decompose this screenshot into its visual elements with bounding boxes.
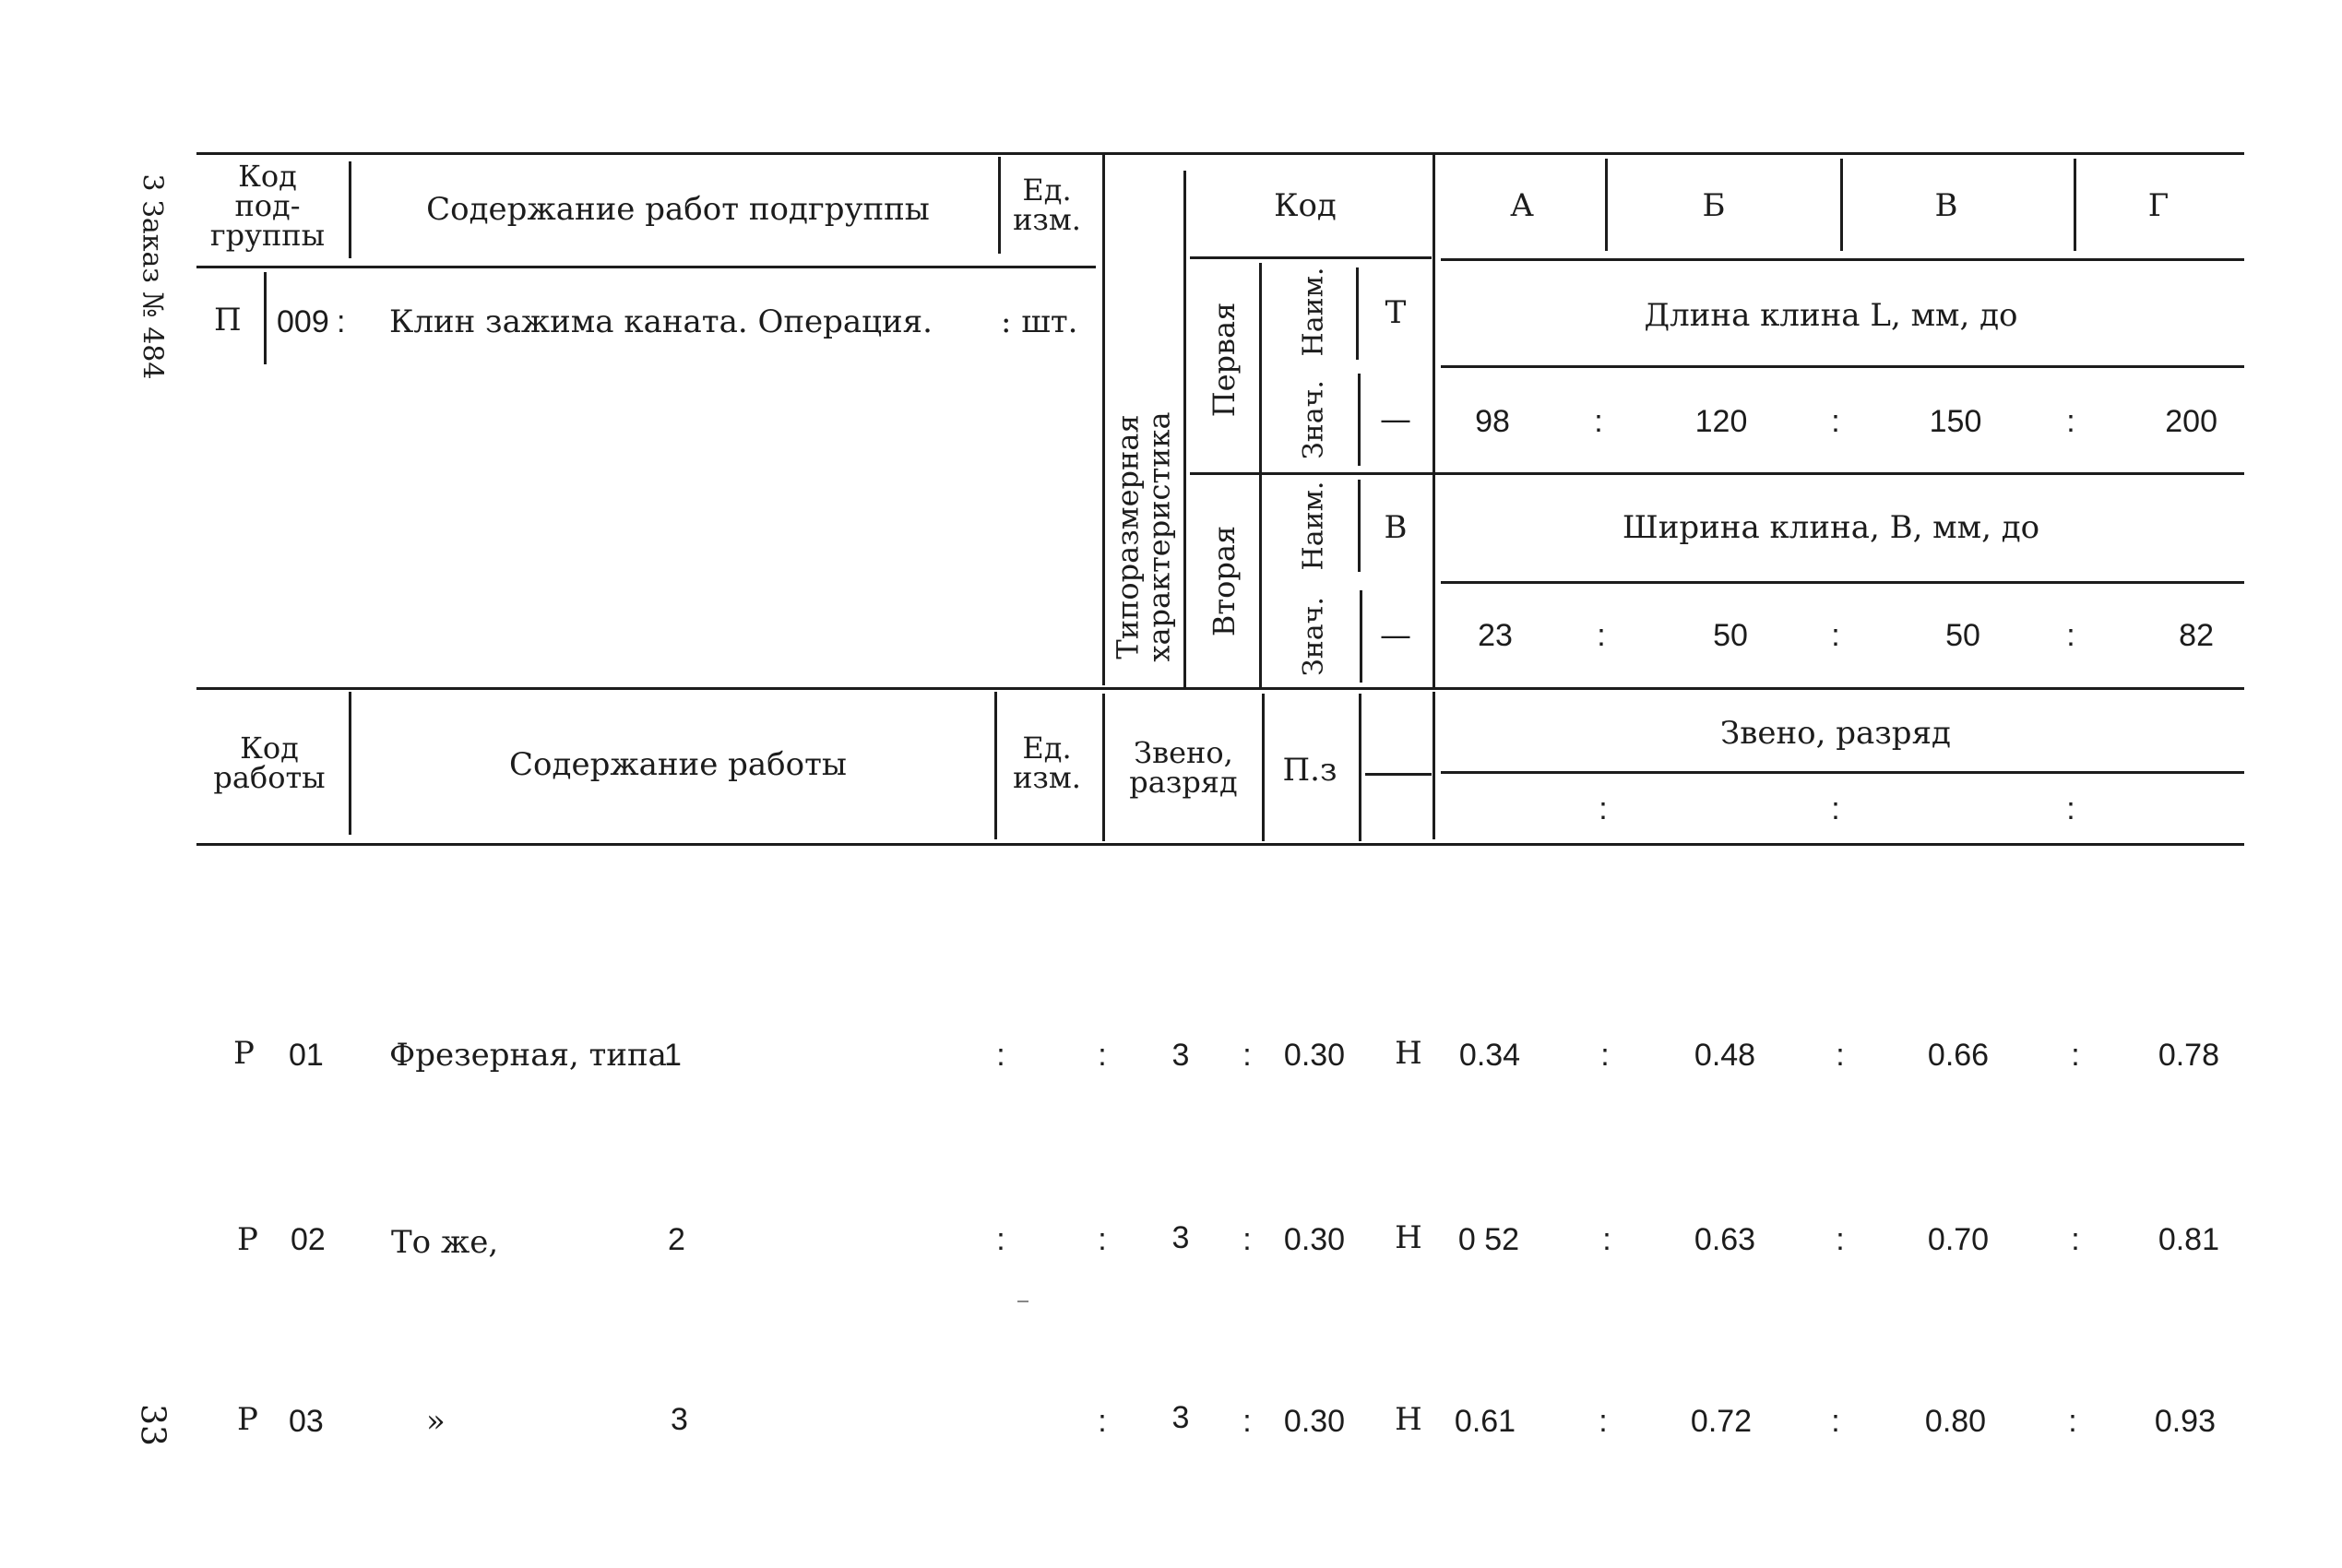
row-norm: Н (1395, 1035, 1422, 1072)
col-v-label: В (1934, 187, 1958, 224)
col-a-label: А (1510, 187, 1534, 224)
subgroup-content-label: Содержание работ подгруппы (426, 191, 930, 228)
v-subgroup-letter (264, 272, 267, 364)
rule-3 (1441, 581, 2244, 584)
work-crew-right-label: Звено, разряд (1720, 715, 1951, 752)
kod-label: Код (1274, 187, 1337, 224)
sep: : (2066, 404, 2075, 439)
first-value-v: 150 (1929, 404, 1982, 439)
stray-mark (1017, 1301, 1028, 1302)
second-naim-label: Наим. (1297, 481, 1330, 571)
work-header-dash-rule (1365, 773, 1432, 776)
row-value-v: 0.80 (1924, 1404, 1987, 1439)
v-content (998, 157, 1001, 254)
work-code-label: Код работы (213, 731, 326, 795)
row-pz: 0.30 (1283, 1222, 1346, 1257)
v-first (1259, 263, 1262, 687)
row-letter: Р (233, 1035, 255, 1072)
second-value-g: 82 (2179, 618, 2214, 653)
sep: : (1594, 404, 1603, 439)
abvg-rule (1441, 258, 2244, 261)
work-unit-label: Ед. изм. (1013, 731, 1081, 795)
row-letter: Р (237, 1401, 258, 1438)
row-sep: : (1600, 1038, 1610, 1073)
row-colon: : (1098, 1404, 1107, 1439)
first-value-a: 98 (1475, 404, 1510, 439)
table-top-rule (196, 152, 2244, 155)
row-type-no: 1 (664, 1038, 682, 1073)
subgroup-header-rule (196, 266, 1096, 268)
row-sep: : (2071, 1222, 2080, 1257)
row-colon: : (1242, 1404, 1252, 1439)
row-norm: Н (1395, 1401, 1422, 1438)
unit-label: Ед. изм. (1013, 172, 1081, 237)
v-abvg (1433, 155, 1435, 687)
row-value-a: 0 52 (1457, 1222, 1520, 1257)
first-value-b: 120 (1694, 404, 1748, 439)
row-sep: : (1831, 1404, 1840, 1439)
v-naim-c (1358, 480, 1361, 572)
sep: : (1831, 618, 1840, 653)
second-value-a: 23 (1478, 618, 1513, 653)
v-b (1840, 159, 1843, 251)
v-w-unit (1102, 694, 1105, 841)
row-content: Фрезерная, типа (389, 1037, 667, 1074)
row-pz: 0.30 (1283, 1404, 1346, 1439)
subgroup-colon: : (337, 304, 346, 339)
row-value-a: 0.34 (1458, 1038, 1521, 1073)
row-sep: : (1836, 1222, 1845, 1257)
row-colon: : (1098, 1038, 1107, 1073)
second-dash: — (1380, 617, 1411, 654)
row-crew: 3 (1171, 1220, 1190, 1255)
first-param-name: Длина клина L, мм, до (1644, 297, 2018, 334)
work-header-subrule (1441, 771, 2244, 774)
row-value-b: 0.63 (1694, 1222, 1756, 1257)
v-typesize (1183, 171, 1186, 687)
work-crew-label: Звено, разряд (1129, 735, 1238, 800)
row-norm: Н (1395, 1219, 1422, 1256)
sep: : (1831, 404, 1840, 439)
work-pz-label: П.з (1282, 752, 1337, 789)
v-a (1605, 159, 1608, 251)
rule-2 (1190, 472, 2244, 475)
v-w-content (994, 692, 997, 839)
row-value-b: 0.48 (1694, 1038, 1756, 1073)
row-sep: : (2068, 1404, 2077, 1439)
second-value-v: 50 (1945, 618, 1980, 653)
row-type-no: 3 (671, 1402, 688, 1437)
subgroup-code: 009 (277, 304, 329, 339)
row-code: 03 (289, 1404, 324, 1439)
row-colon: : (1242, 1038, 1252, 1073)
second-znach-label: Знач. (1297, 597, 1330, 676)
subgroup-code-label: Код под- группы (209, 159, 326, 253)
v-naim-d (1360, 590, 1362, 683)
sep: : (1597, 618, 1606, 653)
first-code: Т (1385, 294, 1407, 331)
work-header-colon: : (2066, 791, 2075, 826)
v-w-crew (1262, 694, 1265, 841)
v-naim-a (1356, 267, 1359, 360)
row-crew: 3 (1171, 1400, 1190, 1435)
order-note: 3 Заказ № 484 (136, 173, 169, 380)
rule-1 (1441, 365, 2244, 368)
page-number: 33 (133, 1404, 172, 1446)
row-type-no: 2 (668, 1222, 685, 1257)
second-value-b: 50 (1713, 618, 1748, 653)
row-value-g: 0.93 (2154, 1404, 2216, 1439)
v-v (2074, 159, 2076, 251)
v-w-pz (1359, 694, 1361, 841)
work-content-label: Содержание работы (509, 746, 847, 783)
row-value-g: 0.78 (2158, 1038, 2219, 1073)
row-content: То же, (391, 1224, 499, 1261)
first-label: Первая (1207, 302, 1242, 418)
first-dash: — (1380, 401, 1411, 438)
row-sep: : (1836, 1038, 1845, 1073)
subgroup-letter: П (214, 302, 242, 339)
col-g-label: Г (2147, 187, 2170, 224)
v-w-dash (1433, 692, 1435, 839)
col-b-label: Б (1702, 187, 1726, 224)
second-code: В (1384, 509, 1408, 546)
work-header-colon: : (1831, 791, 1840, 826)
v-w-code (349, 692, 351, 835)
section-rule (196, 687, 2244, 690)
subgroup-unit: : шт. (1001, 303, 1078, 340)
row-value-b: 0.72 (1690, 1404, 1753, 1439)
work-header-bottom-rule (196, 843, 2244, 846)
typesize-label: Типоразмерная характеристика (1110, 411, 1176, 662)
row-content: » (426, 1403, 446, 1440)
row-sep: : (2071, 1038, 2080, 1073)
row-value-v: 0.70 (1927, 1222, 1990, 1257)
second-label: Вторая (1207, 525, 1242, 637)
first-value-g: 200 (2165, 404, 2217, 439)
row-value-v: 0.66 (1927, 1038, 1990, 1073)
first-naim-label: Наим. (1297, 267, 1330, 357)
row-sep: : (1599, 1404, 1608, 1439)
kod-rule (1190, 256, 1432, 259)
row-value-a: 0.61 (1454, 1404, 1516, 1439)
first-znach-label: Знач. (1297, 380, 1330, 459)
row-letter: Р (237, 1221, 258, 1258)
row-value-g: 0.81 (2158, 1222, 2219, 1257)
subgroup-content: Клин зажима каната. Операция. (389, 303, 933, 340)
v-unit (1102, 155, 1105, 685)
row-code: 01 (289, 1038, 324, 1073)
row-pz: 0.30 (1283, 1038, 1346, 1073)
row-colon: : (1098, 1222, 1107, 1257)
work-header-colon: : (1599, 791, 1608, 826)
v-code (349, 161, 351, 258)
row-colon: : (996, 1038, 1005, 1073)
second-param-name: Ширина клина, B, мм, до (1622, 509, 2040, 546)
row-crew: 3 (1171, 1038, 1190, 1073)
row-code: 02 (291, 1222, 326, 1257)
row-sep: : (1602, 1222, 1611, 1257)
sep: : (2066, 618, 2075, 653)
row-colon: : (996, 1222, 1005, 1257)
v-naim-b (1358, 374, 1361, 466)
row-colon: : (1242, 1222, 1252, 1257)
